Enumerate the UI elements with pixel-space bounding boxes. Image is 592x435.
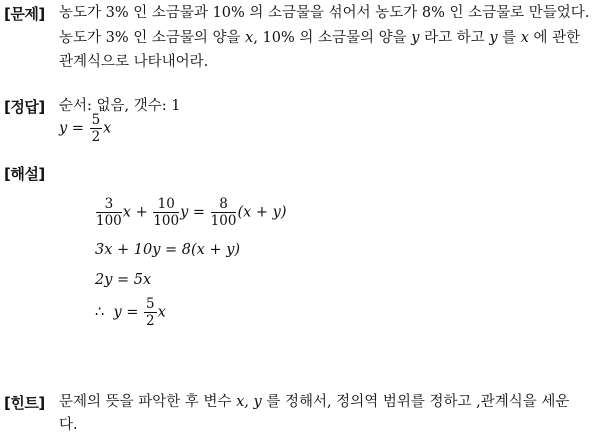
solution-frac-4-den: 2	[146, 313, 155, 329]
solution-frac-2-den: 100	[153, 213, 180, 229]
answer-eq-lhs: y =	[59, 120, 84, 137]
solution-eq-4-var: x	[157, 304, 166, 321]
hint-label: [힌트]	[4, 394, 45, 412]
solution-label: [해설]	[4, 165, 45, 183]
problem-label: [문제]	[4, 5, 45, 23]
solution-eq-4-lhs: y =	[113, 304, 139, 321]
hint-line-1-part-b: 를 정해서, 정의역 범위를 정하고 ,관계식을 세운	[266, 394, 570, 410]
solution-frac-2-num: 10	[153, 196, 179, 213]
problem-line-2-part-e: 에 관한	[533, 30, 581, 46]
variable-x-2: x	[520, 30, 529, 46]
answer-frac-den: 2	[91, 129, 101, 145]
therefore-symbol: ∴	[95, 304, 105, 321]
problem-line-3: 관계식으로 나타내어라.	[59, 54, 209, 70]
problem-line-2-part-c: 라고 하고	[424, 30, 485, 46]
solution-frac-3-num: 8	[211, 196, 237, 213]
problem-line-2-part-d: 를	[502, 30, 517, 46]
problem-line-1: 농도가 3% 인 소금물과 10% 의 소금물을 섞어서 농도가 8% 인 소금물로 만들었다.	[59, 5, 590, 21]
solution-eq-1-term-2: y =	[180, 204, 206, 221]
solution-eq-1-term-1: x +	[122, 204, 148, 221]
solution-frac-3	[211, 196, 237, 229]
answer-frac-num: 5	[91, 112, 101, 128]
solution-eq-4	[95, 296, 166, 329]
answer-meta: 순서: 없음, 갯수: 1	[59, 98, 181, 114]
answer-equation	[59, 112, 111, 145]
solution-frac-1-num: 3	[96, 196, 122, 213]
solution-frac-3-den: 100	[210, 213, 237, 229]
problem-line-2-part-b: , 10% 의 소금물의 양을	[253, 30, 407, 46]
hint-line-1	[59, 392, 569, 412]
solution-frac-1-den: 100	[96, 213, 122, 229]
variable-y: y	[411, 30, 420, 46]
answer-fraction	[90, 112, 103, 145]
solution-frac-2	[153, 196, 179, 229]
hint-line-2: 다.	[59, 417, 78, 433]
problem-line-2	[59, 28, 580, 48]
variable-y-2: y	[489, 30, 498, 46]
answer-label: [정답]	[4, 98, 45, 116]
hint-line-1-part-a: 문제의 뜻을 파악한 후 변수	[59, 394, 232, 410]
solution-eq-1	[95, 196, 287, 229]
solution-eq-3: 2y = 5x	[95, 272, 152, 288]
answer-eq-var: x	[103, 120, 112, 137]
solution-eq-1-term-3: (x + y)	[237, 204, 287, 221]
hint-vars: x, y	[236, 394, 262, 410]
solution-frac-4	[144, 296, 157, 329]
solution-eq-2: 3x + 10y = 8(x + y)	[95, 242, 241, 258]
solution-frac-4-num: 5	[146, 296, 155, 312]
solution-frac-1	[96, 196, 122, 229]
problem-line-2-part-a: 농도가 3% 인 소금물의 양을	[59, 30, 241, 46]
variable-x: x	[245, 30, 254, 46]
